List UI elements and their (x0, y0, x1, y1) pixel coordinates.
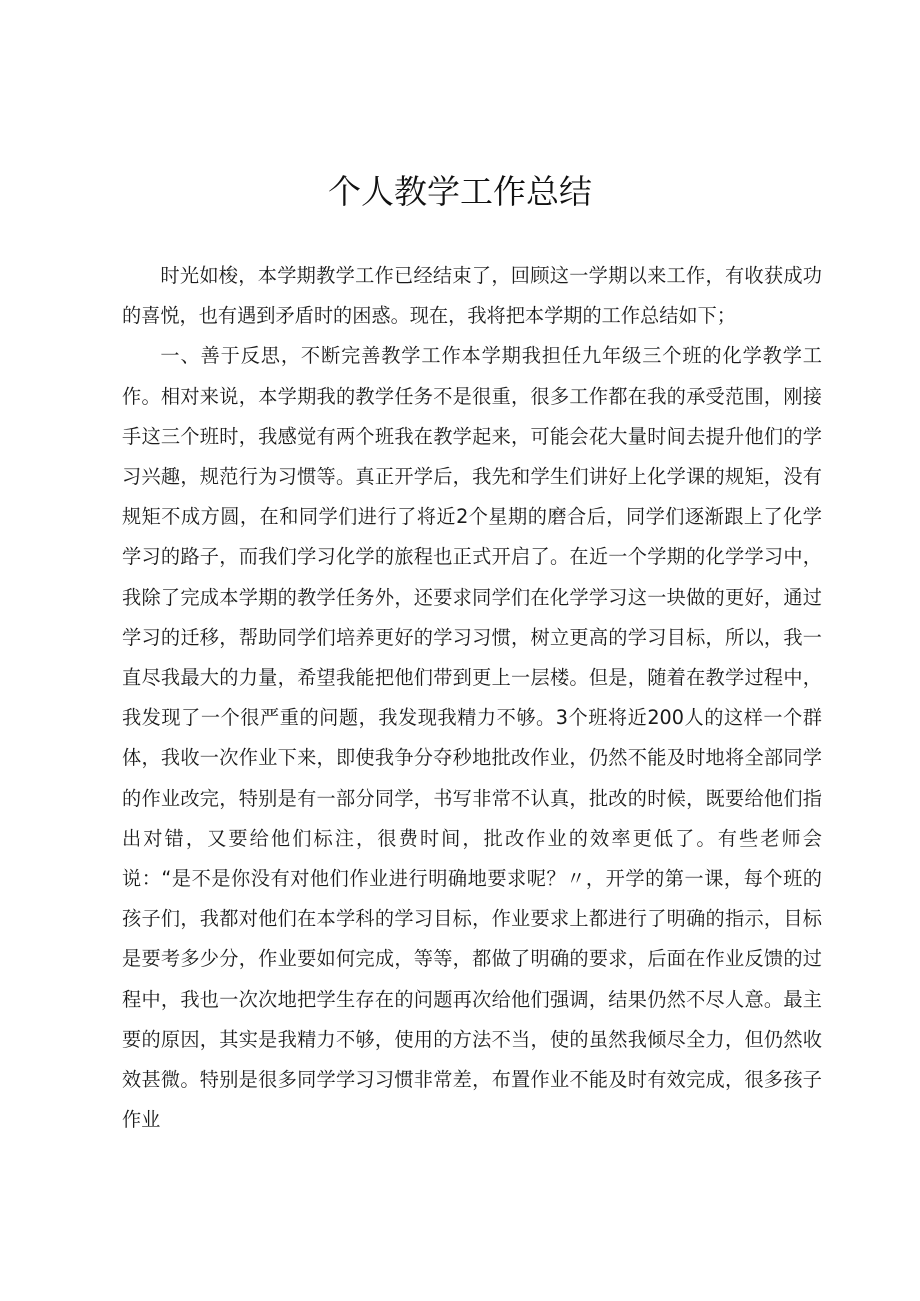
document-body (122, 256, 822, 1140)
paragraph-section-one: 一、善于反思，不断完善教学工作本学期我担任九年级三个班的化学教学工作。相对来说，本学期我的教学任务不是很重，很多工作都在我的承受范围，刚接手这三个班时，我感觉有两个班我在教学起来，可能会花大量时间去提升他们的学习兴趣，规范行为习惯等。真正开学后，我先和学生们讲好上化学课的规矩，没有规矩不成方圆，在和同学们进行了将近2个星期的磨合后，同学们逐渐跟上了化学学习的路子，而我们学习化学的旅程也正式开启了。在近一个学期的化学学习中，我除了完成本学期的教学任务外，还要求同学们在化学学习这一块做的更好，通过学习的迁移，帮助同学们培养更好的学习习惯，树立更高的学习目标，所以，我一直尽我最大的力量，希望我能把他们带到更上一层楼。但是，随着在教学过程中，我发现了一个很严重的问题，我发现我精力不够。3个班将近200人的这样一个群体，我收一次作业下来，即使我争分夺秒地批改作业，仍然不能及时地将全部同学的作业改完，特别是有一部分同学，书写非常不认真，批改的时候，既要给他们指出对错，又要给他们标注，很费时间，批改作业的效率更低了。有些老师会说：“是不是你没有对他们作业进行明确地要求呢？〃，开学的第一课，每个班的孩子们，我都对他们在本学科的学习目标，作业要求上都进行了明确的指示，目标是要考多少分，作业要如何完成，等等，都做了明确的要求，后面在作业反馈的过程中，我也一次次地把学生存在的问题再次给他们强调，结果仍然不尽人意。最主要的原因，其实是我精力不够，使用的方法不当，使的虽然我倾尽全力，但仍然收效甚微。特别是很多同学学习习惯非常差，布置作业不能及时有效完成，很多孩子作业 (122, 344, 822, 1132)
document-title: 个人教学工作总结 (328, 172, 592, 211)
paragraph-intro: 时光如梭，本学期教学工作已经结束了，回顾这一学期以来工作，有收获成功的喜悦，也有遇到矛盾时的困惑。现在，我将把本学期的工作总结如下； (122, 264, 822, 328)
